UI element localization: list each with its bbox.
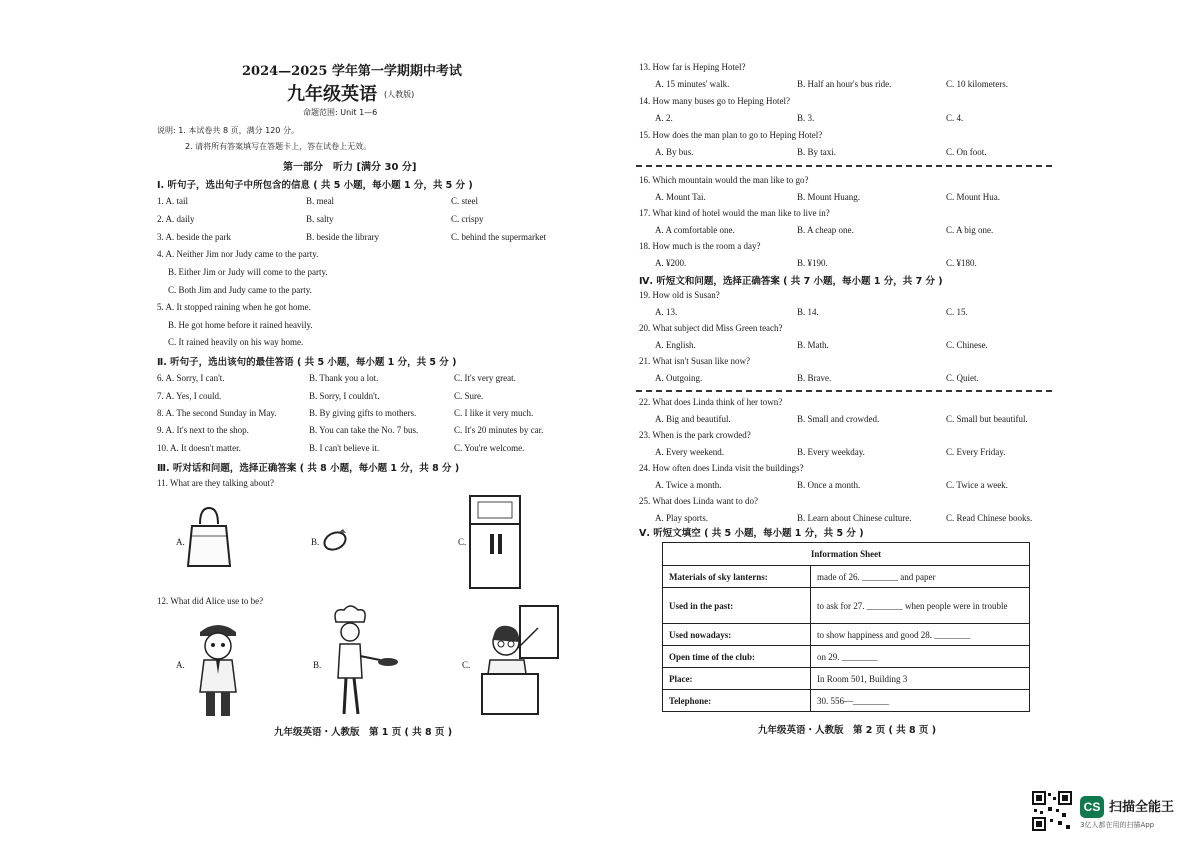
table-value: In Room 501, Building 3 xyxy=(811,668,1030,690)
right-footer: 九年级英语・人教版 第 2 页 ( 共 8 页 ) xyxy=(758,725,937,736)
table-header: Information Sheet xyxy=(663,543,1030,566)
watermark-tagline: 3亿人都在用的扫描App xyxy=(1080,821,1155,829)
watermark-name: 扫描全能王 xyxy=(1109,800,1175,815)
q11-option-b-label: B. xyxy=(311,537,320,547)
q8-c: C. I like it very much. xyxy=(454,408,534,418)
option-a: A. Mount Tai. xyxy=(655,192,706,202)
q7-a: 7. A. Yes, I could. xyxy=(157,391,222,401)
left-footer: 九年级英语・人教版 第 1 页 ( 共 8 页 ) xyxy=(274,727,453,738)
option-b: B. Learn about Chinese culture. xyxy=(797,513,912,523)
option-b: B. 14. xyxy=(797,307,819,317)
option-b: B. By taxi. xyxy=(797,147,837,157)
exam-title: 2024—2025 学年第一学期期中考试 xyxy=(242,64,462,79)
option-b: B. Brave. xyxy=(797,373,832,383)
q4-c: C. Both Jim and Judy came to the party. xyxy=(168,285,312,295)
q1-c: C. steel xyxy=(451,196,478,206)
option-c: C. Small but beautiful. xyxy=(946,414,1028,424)
camscanner-logo: CS xyxy=(1080,796,1104,818)
q10-b: B. I can't believe it. xyxy=(309,443,380,453)
table-value: to show happiness and good 28. ________ xyxy=(811,624,1030,646)
question-text: 24. How often does Linda visit the buildings? xyxy=(639,463,804,473)
option-b: B. Every weekday. xyxy=(797,447,865,457)
question-text: 22. What does Linda think of her town? xyxy=(639,397,783,407)
question-text: 14. How many buses go to Heping Hotel? xyxy=(639,96,790,106)
q12-option-a-label: A. xyxy=(176,660,185,670)
question-text: 17. What kind of hotel would the man like to live in? xyxy=(639,208,830,218)
chef-icon xyxy=(322,604,406,720)
q3-c: C. behind the supermarket xyxy=(451,232,546,242)
handbag-icon xyxy=(186,506,232,568)
option-c: C. 10 kilometers. xyxy=(946,79,1008,89)
option-b: B. ¥190. xyxy=(797,258,828,268)
q5-c: C. It rained heavily on his way home. xyxy=(168,337,304,347)
q9-c: C. It's 20 minutes by car. xyxy=(454,425,544,435)
section2-title: Ⅱ. 听句子，选出该句的最佳答语 ( 共 5 小题，每小题 1 分，共 5 分 ) xyxy=(157,357,457,368)
option-c: C. On foot. xyxy=(946,147,987,157)
section3-title: Ⅲ. 听对话和问题，选择正确答案 ( 共 8 小题，每小题 1 分，共 8 分 ) xyxy=(157,463,460,474)
q6-a: 6. A. Sorry, I can't. xyxy=(157,373,225,383)
instruction-2: 2. 请将所有答案填写在答题卡上，答在试卷上无效。 xyxy=(185,142,372,151)
q4-a: 4. A. Neither Jim nor Judy came to the party. xyxy=(157,249,319,259)
instruction-1: 说明: 1. 本试卷共 8 页，满分 120 分。 xyxy=(157,126,299,135)
option-c: C. Read Chinese books. xyxy=(946,513,1033,523)
table-key: Used in the past: xyxy=(663,588,811,624)
option-a: A. 15 minutes' walk. xyxy=(655,79,730,89)
option-a: A. Play sports. xyxy=(655,513,709,523)
divider-1 xyxy=(636,165,1052,167)
table-value: on 29. ________ xyxy=(811,646,1030,668)
option-c: C. ¥180. xyxy=(946,258,977,268)
q1-a: 1. A. tail xyxy=(157,196,188,206)
option-c: C. A big one. xyxy=(946,225,994,235)
q5-a: 5. A. It stopped raining when he got home. xyxy=(157,302,311,312)
question-text: 19. How old is Susan? xyxy=(639,290,720,300)
q12-option-c-label: C. xyxy=(462,660,471,670)
q7-b: B. Sorry, I couldn't. xyxy=(309,391,380,401)
q12-option-b-label: B. xyxy=(313,660,322,670)
option-a: A. Outgoing. xyxy=(655,373,703,383)
q2-c: C. crispy xyxy=(451,214,484,224)
q11-question: 11. What are they talking about? xyxy=(157,478,274,488)
option-c: C. Chinese. xyxy=(946,340,988,350)
option-a: A. 2. xyxy=(655,113,673,123)
option-b: B. 3. xyxy=(797,113,815,123)
option-c: C. Twice a week. xyxy=(946,480,1008,490)
question-text: 23. When is the park crowded? xyxy=(639,430,751,440)
scope-label: 命题范围: Unit 1—6 xyxy=(303,108,378,117)
table-key: Telephone: xyxy=(663,690,811,712)
table-key: Open time of the club: xyxy=(663,646,811,668)
table-key: Materials of sky lanterns: xyxy=(663,566,811,588)
q9-a: 9. A. It's next to the shop. xyxy=(157,425,249,435)
question-text: 16. Which mountain would the man like to go? xyxy=(639,175,809,185)
q7-c: C. Sure. xyxy=(454,391,484,401)
option-c: C. Every Friday. xyxy=(946,447,1006,457)
information-sheet-table xyxy=(662,542,1030,712)
question-text: 15. How does the man plan to go to Heping Hotel? xyxy=(639,130,823,140)
q6-b: B. Thank you a lot. xyxy=(309,373,379,383)
table-value: 30. 556—________ xyxy=(811,690,1030,712)
part-title: 第一部分 听力 [满分 30 分] xyxy=(283,162,417,173)
option-b: B. Half an hour's bus ride. xyxy=(797,79,892,89)
q3-a: 3. A. beside the park xyxy=(157,232,231,242)
option-c: C. Mount Hua. xyxy=(946,192,1000,202)
q10-c: C. You're welcome. xyxy=(454,443,525,453)
option-c: C. Quiet. xyxy=(946,373,979,383)
section4-title: Ⅳ. 听短文和问题，选择正确答案 ( 共 7 小题，每小题 1 分，共 7 分 ) xyxy=(639,276,943,287)
q11-option-c-label: C. xyxy=(458,537,467,547)
option-b: B. A cheap one. xyxy=(797,225,854,235)
table-key: Used nowadays: xyxy=(663,624,811,646)
q4-b: B. Either Jim or Judy will come to the party. xyxy=(168,267,328,277)
ring-icon xyxy=(321,528,349,552)
teacher-icon xyxy=(480,604,562,716)
question-text: 13. How far is Heping Hotel? xyxy=(639,62,746,72)
question-text: 20. What subject did Miss Green teach? xyxy=(639,323,783,333)
option-a: A. 13. xyxy=(655,307,678,317)
option-a: A. Big and beautiful. xyxy=(655,414,731,424)
table-value: made of 26. ________ and paper xyxy=(811,566,1030,588)
question-text: 21. What isn't Susan like now? xyxy=(639,356,750,366)
qr-code-icon xyxy=(1032,791,1072,831)
divider-2 xyxy=(636,390,1052,392)
section5-title: Ⅴ. 听短文填空 ( 共 5 小题，每小题 1 分，共 5 分 ) xyxy=(639,528,864,539)
q5-b: B. He got home before it rained heavily. xyxy=(168,320,313,330)
section1-title: Ⅰ. 听句子，选出句子中所包含的信息 ( 共 5 小题，每小题 1 分，共 5 分 ) xyxy=(157,180,473,191)
q1-b: B. meal xyxy=(306,196,334,206)
option-b: B. Small and crowded. xyxy=(797,414,880,424)
q2-b: B. salty xyxy=(306,214,334,224)
police-officer-icon xyxy=(192,614,244,720)
fridge-icon xyxy=(466,494,524,590)
option-a: A. By bus. xyxy=(655,147,694,157)
table-value: to ask for 27. ________ when people were in trouble xyxy=(811,588,1030,624)
q12-question: 12. What did Alice use to be? xyxy=(157,596,264,606)
option-c: C. 15. xyxy=(946,307,968,317)
subject-title: 九年级英语 xyxy=(287,84,377,105)
question-text: 18. How much is the room a day? xyxy=(639,241,761,251)
table-key: Place: xyxy=(663,668,811,690)
option-a: A. English. xyxy=(655,340,696,350)
q6-c: C. It's very great. xyxy=(454,373,516,383)
q11-option-a-label: A. xyxy=(176,537,185,547)
option-b: B. Math. xyxy=(797,340,829,350)
question-text: 25. What does Linda want to do? xyxy=(639,496,759,506)
q8-b: B. By giving gifts to mothers. xyxy=(309,408,417,418)
q10-a: 10. A. It doesn't matter. xyxy=(157,443,241,453)
q9-b: B. You can take the No. 7 bus. xyxy=(309,425,419,435)
option-a: A. Every weekend. xyxy=(655,447,724,457)
q2-a: 2. A. daily xyxy=(157,214,195,224)
q3-b: B. beside the library xyxy=(306,232,379,242)
option-a: A. ¥200. xyxy=(655,258,687,268)
q8-a: 8. A. The second Sunday in May. xyxy=(157,408,277,418)
option-b: B. Once a month. xyxy=(797,480,861,490)
option-c: C. 4. xyxy=(946,113,964,123)
option-a: A. A comfortable one. xyxy=(655,225,735,235)
edition-label: (人教版) xyxy=(384,90,415,99)
option-b: B. Mount Huang. xyxy=(797,192,860,202)
option-a: A. Twice a month. xyxy=(655,480,722,490)
